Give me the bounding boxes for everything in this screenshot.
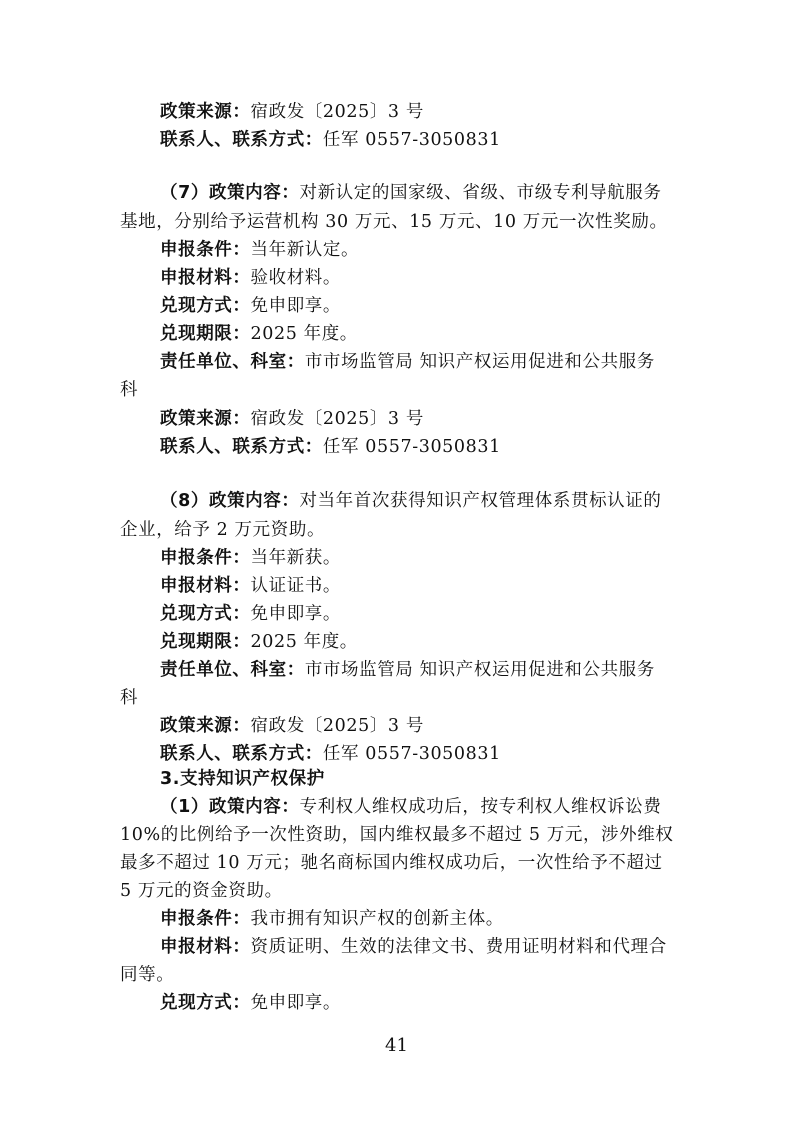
fulfill-period-line xyxy=(160,630,358,654)
continuation-line: 5 万元的资金资助。 xyxy=(120,881,283,901)
field-value: 我市拥有知识产权的创新主体。 xyxy=(250,909,504,929)
field-label: 兑现方式： xyxy=(160,296,251,316)
field-label: 申报条件： xyxy=(160,240,251,260)
continuation-line: 同等。 xyxy=(120,965,175,985)
apply-material-line xyxy=(160,266,341,290)
policy-source-line xyxy=(160,100,424,124)
apply-condition-line xyxy=(160,546,341,570)
fulfill-method-line xyxy=(160,294,341,318)
apply-material-line xyxy=(160,935,667,959)
field-label: 责任单位、科室： xyxy=(160,660,305,680)
field-value: 任军 0557-3050831 xyxy=(322,744,501,764)
section-heading: 3.支持知识产权保护 xyxy=(160,769,325,789)
field-label: 申报材料： xyxy=(160,576,251,596)
field-label: （8）政策内容： xyxy=(160,491,300,511)
field-value: 当年新获。 xyxy=(250,548,341,568)
contact-line xyxy=(160,435,501,459)
field-label: 责任单位、科室： xyxy=(160,352,305,372)
field-value: 资质证明、生效的法律文书、费用证明材料和代理合 xyxy=(250,937,667,957)
field-label: 兑现方式： xyxy=(160,604,251,624)
apply-material-line xyxy=(160,574,341,598)
field-label: 兑现方式： xyxy=(160,993,251,1013)
field-label: 政策来源： xyxy=(160,716,251,736)
field-label: 联系人、联系方式： xyxy=(160,130,323,150)
field-label: 联系人、联系方式： xyxy=(160,437,323,457)
field-value: 市市场监管局 知识产权运用促进和公共服务 xyxy=(304,352,655,372)
field-label: 申报材料： xyxy=(160,268,251,288)
field-value: 市市场监管局 知识产权运用促进和公共服务 xyxy=(304,660,655,680)
fulfill-period-line xyxy=(160,322,358,346)
field-value: 免申即享。 xyxy=(250,993,341,1013)
field-label: （1）政策内容： xyxy=(160,797,300,817)
field-value: 认证证书。 xyxy=(250,576,341,596)
field-value: 宿政发〔2025〕3 号 xyxy=(250,102,424,122)
responsible-unit-line xyxy=(160,350,655,374)
field-label: （7）政策内容： xyxy=(160,183,300,203)
continuation-line: 企业，给予 2 万元资助。 xyxy=(120,520,326,540)
field-value: 2025 年度。 xyxy=(250,632,358,652)
apply-condition-line xyxy=(160,907,504,931)
field-value: 宿政发〔2025〕3 号 xyxy=(250,716,424,736)
field-label: 兑现期限： xyxy=(160,324,251,344)
continuation-line: 科 xyxy=(120,688,139,708)
fulfill-method-line xyxy=(160,991,341,1015)
field-label: 申报条件： xyxy=(160,909,251,929)
field-value: 任军 0557-3050831 xyxy=(322,130,501,150)
policy-content-line xyxy=(160,489,661,513)
policy-content-line xyxy=(160,181,661,205)
field-label: 兑现期限： xyxy=(160,632,251,652)
field-value: 2025 年度。 xyxy=(250,324,358,344)
contact-line xyxy=(160,742,501,766)
policy-source-line xyxy=(160,407,424,431)
apply-condition-line xyxy=(160,238,359,262)
field-label: 联系人、联系方式： xyxy=(160,744,323,764)
contact-line xyxy=(160,128,501,152)
field-value: 专利权人维权成功后，按专利权人维权诉讼费 xyxy=(299,797,662,817)
field-label: 政策来源： xyxy=(160,102,251,122)
field-value: 当年新认定。 xyxy=(250,240,360,260)
field-label: 政策来源： xyxy=(160,409,251,429)
field-label: 申报条件： xyxy=(160,548,251,568)
continuation-line: 10%的比例给予一次性资助，国内维权最多不超过 5 万元，涉外维权 xyxy=(120,825,674,845)
field-value: 验收材料。 xyxy=(250,268,341,288)
fulfill-method-line xyxy=(160,602,341,626)
field-value: 免申即享。 xyxy=(250,296,341,316)
field-value: 免申即享。 xyxy=(250,604,341,624)
field-value: 任军 0557-3050831 xyxy=(322,437,501,457)
page-number: 41 xyxy=(385,1035,408,1056)
field-value: 宿政发〔2025〕3 号 xyxy=(250,409,424,429)
policy-content-line xyxy=(160,795,661,819)
field-value: 对当年首次获得知识产权管理体系贯标认证的 xyxy=(299,491,662,511)
continuation-line: 最多不超过 10 万元；驰名商标国内维权成功后，一次性给予不超过 xyxy=(120,853,663,873)
field-label: 申报材料： xyxy=(160,937,251,957)
continuation-line: 科 xyxy=(120,380,139,400)
field-value: 对新认定的国家级、省级、市级专利导航服务 xyxy=(299,183,662,203)
policy-source-line xyxy=(160,714,424,738)
continuation-line: 基地，分别给予运营机构 30 万元、15 万元、10 万元一次性奖励。 xyxy=(120,212,668,232)
responsible-unit-line xyxy=(160,658,655,682)
